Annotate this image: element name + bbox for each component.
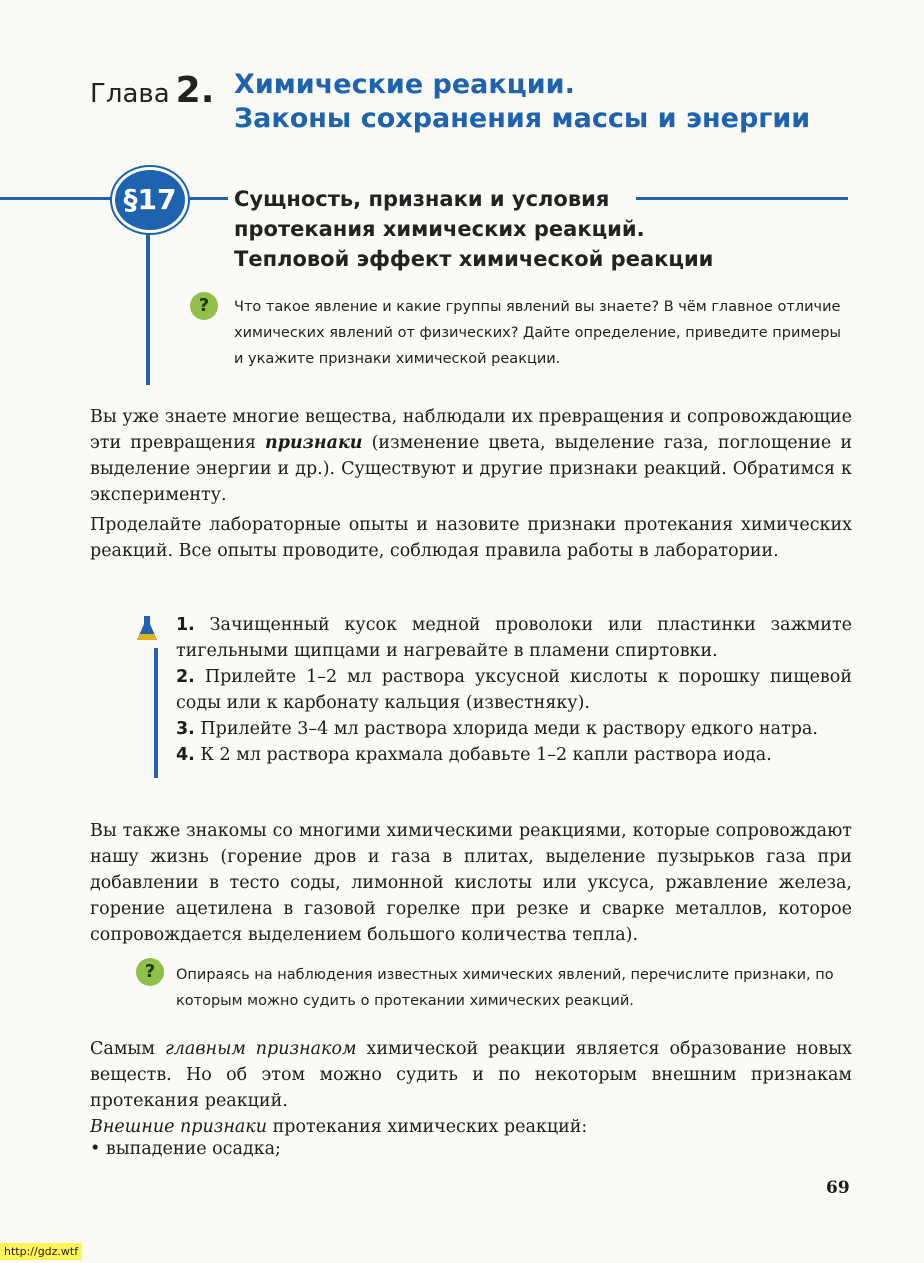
paragraph-4-emphasis: главным признаком — [164, 1039, 357, 1059]
chapter-label-text: Глава — [90, 79, 170, 109]
bullet-item: • выпадение осадка; — [90, 1139, 281, 1159]
paragraph-1 — [90, 404, 852, 508]
paragraph-5-emphasis: Внешние признаки — [90, 1117, 268, 1137]
section-title-line1: Сущность, признаки и условия — [234, 187, 610, 211]
flask-icon — [136, 614, 158, 642]
paragraph-1-before: Вы уже знаете многие вещества, наблюдали их превращения и сопровождающие эти превращения — [90, 407, 852, 453]
page-number: 69 — [826, 1178, 850, 1198]
list-item-number: 1. — [176, 615, 195, 635]
lab-vertical-rule — [154, 648, 158, 778]
paragraph-4-after: химической реакции является образование новых веществ. Но об этом можно судить и по некоторым внешним признакам протекания реакций. — [90, 1039, 852, 1111]
paragraph-5-after: протекания химических реакций: — [267, 1117, 588, 1137]
chapter-title-line2: Законы сохранения массы и энергии — [234, 103, 811, 134]
section-badge: §17 — [112, 167, 188, 233]
paragraph-1-emphasis: признаки — [265, 433, 363, 453]
question-2-text: Опираясь на наблюдения известных химических явлений, перечислите признаки, по которым можно судить о протекании химических реакций. — [176, 967, 834, 1009]
chapter-number: 2. — [175, 70, 215, 111]
question-1-text: Что такое явление и какие группы явлений вы знаете? В чём главное отличие химических явлений от физических? Дайте определение, приведите примеры и укажите признаки химической реакции. — [234, 299, 841, 367]
section-rule-mid — [186, 197, 228, 200]
paragraph-1-after: (изменение цвета, выделение газа, поглощение и выделение энергии и др.). Существуют и другие признаки реакций. Обратимся к эксперименту. — [90, 433, 852, 505]
list-item-text: Зачищенный кусок медной проволоки или пластинки зажмите тигельными щипцами и нагревайте в пламени спиртовки. — [176, 615, 852, 661]
paragraph-4-before: Самым — [90, 1039, 165, 1059]
watermark: http://gdz.wtf — [0, 1243, 82, 1260]
list-item-number: 4. — [176, 745, 195, 765]
list-item-number: 2. — [176, 667, 195, 687]
list-item — [176, 664, 852, 716]
list-item — [176, 612, 852, 664]
list-item — [176, 742, 852, 768]
paragraph-4-body — [90, 1036, 852, 1114]
lab-experiment-list — [176, 612, 852, 768]
list-item — [176, 716, 852, 742]
section-rule-left — [0, 197, 124, 200]
section-title-line2: протекания химических реакций. — [234, 217, 645, 241]
paragraph-2: Проделайте лабораторные опыты и назовите признаки протекания химических реакций. Все опыты проводите, соблюдая правила работы в лаборатории. — [90, 515, 852, 561]
section-title-line3: Тепловой эффект химической реакции — [234, 247, 714, 271]
paragraph-4 — [90, 1036, 852, 1140]
section-title — [234, 184, 713, 274]
list-item-text: К 2 мл раствора крахмала добавьте 1–2 капли раствора иода. — [200, 745, 772, 765]
list-item-text: Прилейте 1–2 мл раствора уксусной кислоты к порошку пищевой соды или к карбонату кальция (известняку). — [176, 667, 852, 713]
question-icon: ? — [190, 292, 218, 320]
question-icon: ? — [136, 958, 164, 986]
chapter-title-line1: Химические реакции. — [234, 69, 575, 100]
chapter-label — [90, 70, 214, 111]
chapter-title — [234, 68, 810, 136]
list-item-number: 3. — [176, 719, 195, 739]
paragraph-3: Вы также знакомы со многими химическими реакциями, которые сопровождают нашу жизнь (горение дров и газа в плитах, выделение пузырьков газа при добавлении в тесто соды, лимонной кислоты или уксуса, ржавление железа, горение ацетилена в газовой горелке при резке и сварке металлов, которое сопровождается выделением большого количества тепла). — [90, 821, 852, 945]
section-vertical-rule — [146, 225, 150, 385]
list-item-text: Прилейте 3–4 мл раствора хлорида меди к раствору едкого натра. — [200, 719, 818, 739]
